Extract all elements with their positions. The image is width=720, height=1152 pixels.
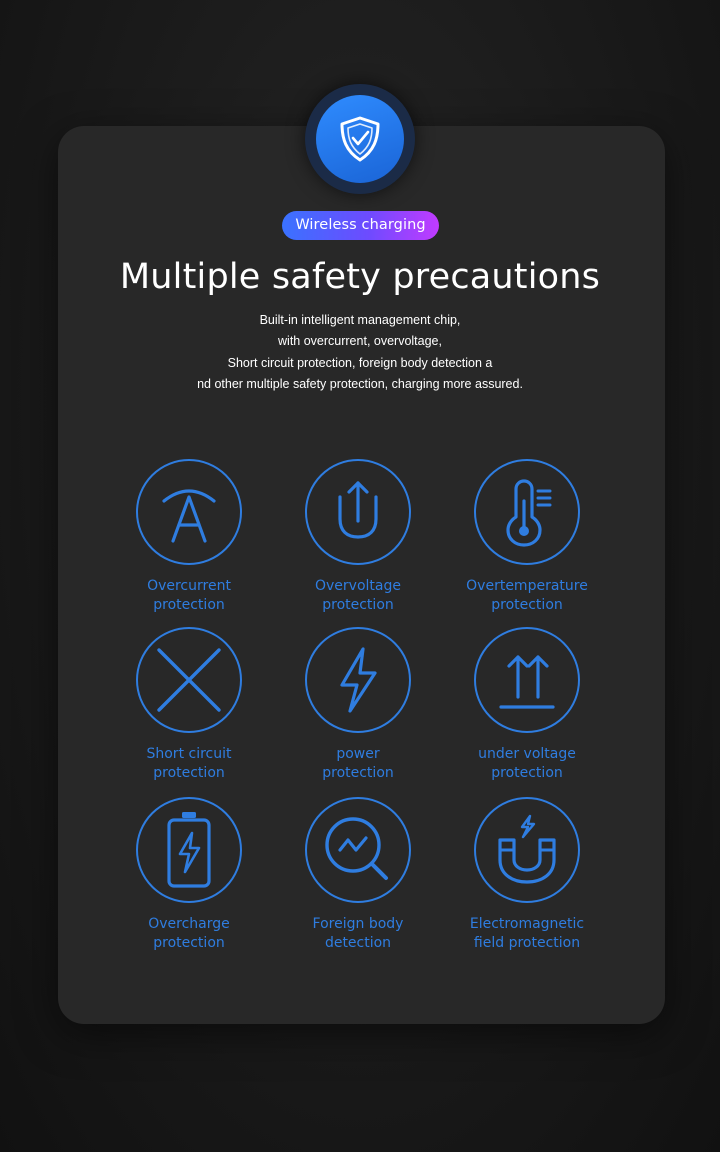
lightning-bolt-icon	[323, 645, 393, 715]
feature-overcurrent	[114, 459, 264, 615]
page-title: Multiple safety precautions	[119, 257, 601, 297]
description-line: nd other multiple safety protection, charging more assured.	[197, 376, 523, 391]
feature-label: Overcurrent protection	[147, 578, 231, 613]
description-line: Built-in intelligent management chip,	[259, 313, 461, 327]
feature-icon-circle	[474, 459, 580, 565]
cross-x-icon	[154, 645, 224, 715]
feature-overcharge	[114, 797, 264, 953]
feature-overvoltage	[283, 459, 433, 615]
description-line: with overcurrent, overvoltage,	[278, 334, 442, 349]
feature-under-voltage	[452, 627, 602, 783]
thermometer-icon	[492, 477, 562, 547]
badge-circle	[316, 95, 404, 183]
shield-check-icon	[338, 115, 382, 163]
battery-bolt-icon	[154, 810, 224, 890]
feature-short-circuit	[114, 627, 264, 783]
feature-icon-circle	[474, 797, 580, 903]
u-arrow-up-icon	[323, 477, 393, 547]
feature-label: Overtemperature protection	[466, 578, 588, 613]
feature-foreign-body	[283, 797, 433, 953]
feature-icon-circle	[136, 459, 242, 565]
magnet-bolt-icon	[492, 812, 562, 888]
feature-label: Electromagnetic field protection	[469, 916, 585, 951]
shield-badge	[305, 84, 415, 194]
feature-label: Foreign body detection	[312, 916, 404, 951]
feature-overtemperature	[452, 459, 602, 615]
magnifier-wave-icon	[320, 812, 396, 888]
feature-icon-circle	[136, 797, 242, 903]
feature-electromagnetic	[452, 797, 602, 953]
feature-label: Short circuit protection	[146, 746, 232, 781]
feature-icon-circle	[474, 627, 580, 733]
description-line: Short circuit protection, foreign body detection a	[227, 355, 493, 370]
wireless-charging-tag: Wireless charging	[282, 211, 439, 240]
feature-label: power protection	[322, 746, 394, 781]
feature-power	[283, 627, 433, 783]
feature-label: Overcharge protection	[148, 916, 230, 951]
feature-icon-circle	[136, 627, 242, 733]
arch-a-icon	[154, 477, 224, 547]
feature-icon-circle	[305, 459, 411, 565]
feature-icon-circle	[305, 627, 411, 733]
double-arrow-up-icon	[492, 645, 562, 715]
feature-label: Overvoltage protection	[315, 578, 401, 613]
description	[0, 310, 720, 395]
feature-icon-circle	[305, 797, 411, 903]
feature-label: under voltage protection	[478, 746, 576, 781]
